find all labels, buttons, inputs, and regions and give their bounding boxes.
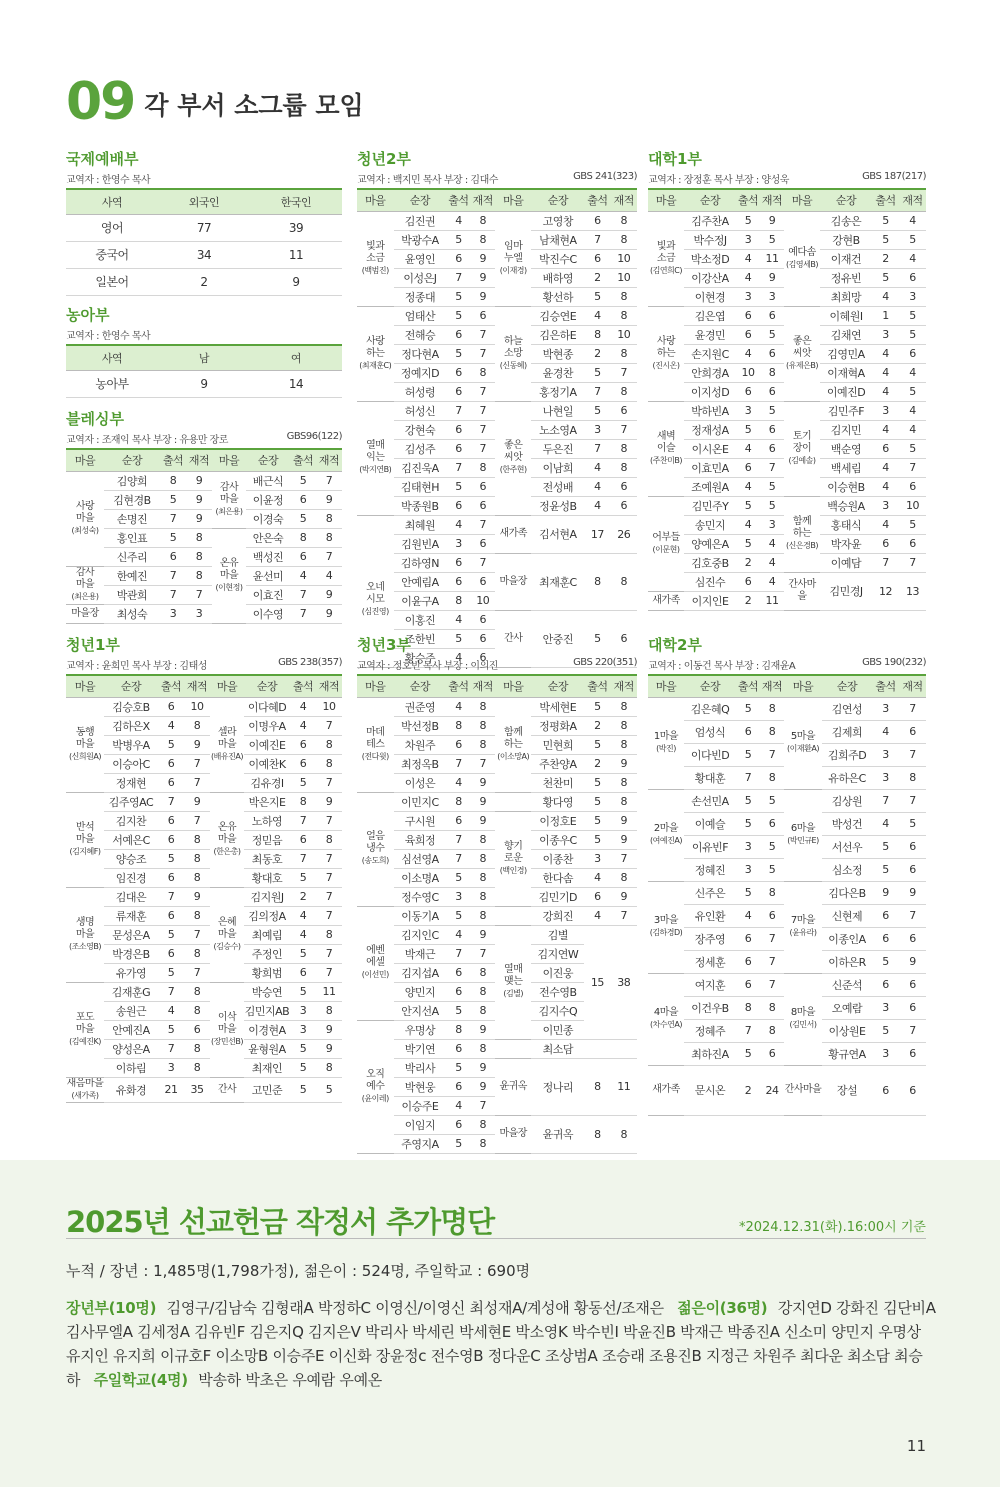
youth-names: 강지연D 강화진 김단비A 김사무엘A 김세정A 김유빈F 김은지Q 김지은V 박리사 박세린 박세현E 박소영K 박수빈I 박윤진B 박재근 박종진A 신소미 양민지 우명상 유지인 유지희 이규호F 이소망B 이승주E 이신화 장윤정c 전수영B 정다운C 조상범A 조승래 조용진B 지정근 차원주 최다운 최소담 최승하 [66,1299,936,1389]
block-subtitle: 교역자 : 정호빈 목사 부장 : 이의진 GBS 220(351) [357,657,637,676]
table-row: 영어 77 39 [66,214,342,241]
block-subtitle: 교역자 : 윤희민 목사 부장 : 김태성 GBS 238(357) [66,657,342,676]
block-title: 국제예배부 [66,150,139,168]
divider [66,1238,926,1239]
section-header [66,72,364,132]
adult-names: 김영구/김남숙 김형래A 박정하C 이영신/이영신 최성재A/계성애 황동선/조재은 [166,1299,664,1317]
footer-name-list [66,1296,936,1392]
child-label: 주일학교(4명) [93,1371,188,1389]
univ1-table: 마을 순장 출석 재적 마을 순장 출석 재적 빛과 소금 (김연희C) 김주찬A 5 9 예다솜 (김영세B) 김송은 5 4 박수정J 3 5 강현B 5 5 박소정D 4 11 이재건 2 4 이강산A 4 9 정유빈 5 6 이현경 3 3 최희망 4 3 사랑 하는 (진시온) 김은엽 6 6 좋은 씨앗 (유제은B) 이혜원I 1 5 윤경민 6 5 김채연 3 5 손지원C 4 6 김영민A 4 6 안희경A 10 8 이재혁A 4 4 이지성D 6 6 이예진D 4 5 새벽 이슬 (주찬미B) 박하빈A 3 5 토기 장이 (김예솔) 김민주F 3 4 정재성A 5 6 김지민 4 4 이시온E 4 6 백순영 6 5 이효민A 6 7 백세림 4 7 조예원A 4 5 이승현B 4 6 어부들 (이문현) 김민주Y 5 5 함께 하는 (신은경B) 백승원A 3 10 송민지 4 3 홍태식 4 5 양예은A 5 4 박자윤 6 6 김호중B 2 4 이예담 7 7 심진수 6 4 간사마을 김민경J 12 13 새가족 이지인E 2 11 [648,190,926,611]
mission-offering-section [0,1160,1000,1487]
table-row: 중국어 34 11 [66,241,342,268]
univ1-block [648,150,926,611]
intl-table: 사역 외국인 한국인 영어 77 39 중국어 34 11 일본어 2 9 [66,190,342,296]
young2-table: 마을 순장 출석 재적 마을 순장 출석 재적 빛과 소금 (백범진) 김진권 4 8 임마 누엘 (이재경) 고영창 6 8 박광수A 5 8 남채현A 7 8 윤영인 6 9 박진수C 6 10 이성은J 7 9 배하영 2 10 정종대 5 9 황선하 5 8 사랑 하는 (최재훈C) 엄태산 5 6 하늘 소망 (신동혜) 김승연E 4 8 전해승 6 7 김은하E 8 10 정다현A 5 7 박현종 2 8 정예지D 6 8 윤경찬 5 7 허성령 6 7 홍정기A 7 8 열매 익는 (박지연B) 허성신 7 7 좋은 씨앗 (한주현) 나현일 5 6 강현숙 6 7 노소영A 3 7 김성주 6 7 두은진 7 8 김진욱A 7 8 이남희 4 8 김태현H 5 6 전성배 4 6 박종원B 6 6 정윤성B 4 6 최혜원 4 7 새가족 김서현A 17 26 오네 시모 (심진영) 김원빈A 3 6 김하영N 6 7 마을장 최재훈C 8 8 안예림A 6 6 이윤구A 8 10 이홍진 4 6 간사 안중진 5 6 조한빈 5 6 황승주 4 6 [357,190,637,668]
block-subtitle: 교역자 : 백지민 목사 부장 : 김대수 GBS 241(323) [357,171,637,190]
young3-block [357,636,637,1154]
univ2-table: 마을 순장 출석 재적 마을 순장 출석 재적 1마을 (박진) 김은혜Q 5 8 5마을 (이재환A) 김연성 3 7 엄성식 6 8 김제희 4 6 이다빈D 5 7 김희주D 3 7 황대훈 7 8 유하은C 3 8 2마을 (여예진A) 손선민A 5 5 6마을 (박민규E) 김상원 7 7 이예슬 5 6 박성건 4 5 이유빈F 3 5 서선우 5 6 정혜진 3 5 심소정 5 6 3마을 (김하경D) 신주은 5 8 7마을 (윤유라) 김다은B 9 9 유인환 4 6 신현제 6 7 장주영 6 7 이종인A 6 6 정세훈 6 7 이하은R 5 9 4마을 (차수연A) 여지훈 6 7 8마을 (김민서) 신준석 6 6 이건우B 8 8 오예람 3 6 정혜주 7 8 이상원E 5 7 최하진A 5 6 황규연A 3 6 새가족 문시온 2 24 간사마을 장설 6 6 [648,676,926,1116]
block-title: 청년3부 [357,636,411,654]
block-title: 농아부 [66,306,110,324]
section-number: 09 [66,72,135,132]
intl-block [66,150,342,296]
young1-table: 마을 순장 출석 재적 마을 순장 출석 재적 동행 마을 (신희원A) 김승호B 6 10 셀라 마을 (배유진A) 이다혜D 4 10 김하은X 4 8 이명우A 4 7 박병우A 5 9 이예진E 6 8 이승아C 6 7 이예찬K 6 8 정재현 6 7 김유경I 5 7 반석 마을 (김지혜F) 김주영AC 7 9 온유 마을 (한은총) 박은지E 8 9 김지찬 6 7 노하영 7 7 서예은C 6 8 정믿음 6 8 양승조 5 8 최동호 7 7 임진경 6 8 황대호 5 7 생명 마을 (조소영B) 김대은 7 9 은혜 마을 (김승수) 김지원J 2 7 류재훈 6 8 김의정A 4 7 문성은A 5 7 최예림 4 8 박경은B 6 8 주정인 5 7 유가영 5 7 황희범 6 7 포도 마을 (김예진K) 김재훈G 7 8 이삭 마을 (장민선B) 박승연 5 11 송원근 4 8 김민지AB 3 8 안예진A 5 6 이경현A 3 9 양성은A 7 8 윤형원A 5 9 이하림 3 8 최재인 5 8 새음마을 (새가족) 유화경 21 35 간사 고민준 5 5 [66,676,342,1103]
deaf-block [66,306,342,398]
footer-note: *2024.12.31(화).16:00시 기준 [738,1220,926,1235]
block-subtitle: 교역자 : 장정훈 목사 부장 : 양성욱 GBS 187(217) [648,171,926,190]
blessing-table: 마을 순장 출석 재적 마을 순장 출석 재적 사랑 마을 (최성숙) 김양희 8 9 감사 마을 (최은용) 배근식 5 7 김현경B 5 9 이윤정 6 9 손명진 7 9 이경숙 5 8 홍인표 5 8 온유 마을 (이현정) 안은숙 8 8 신주리 6 8 백성진 6 7 감사 마을 (최은용) 한예진 7 8 윤선미 4 4 박관희 7 7 이효진 7 9 마을장 최성숙 3 3 이수영 7 9 [66,450,342,624]
table-row: 일본어 2 9 [66,268,342,295]
table-row: 농아부 9 14 [66,370,342,397]
young2-block [357,150,637,668]
block-title: 블레싱부 [66,410,124,428]
young3-table: 마을 순장 출석 재적 마을 순장 출석 재적 마데 테스 (전다윗) 권준영 4 8 함께 하는 (이소망A) 박세현E 5 8 박선정B 8 8 정평화A 2 8 차원주 6 8 민현희 5 8 최정옥B 7 7 주찬양A 2 9 이성은 4 9 천찬미 5 8 얼음 냉수 (송도희) 이민지C 8 9 황다영 5 8 구시원 6 9 향기 로운 (백인경) 이정호E 5 9 육희정 7 8 이종우C 5 9 심선영A 7 8 이종찬 3 7 이소명A 5 8 한다솜 4 8 정수영C 3 8 김민기D 6 9 에벤 에셀 (이선민) 이동기A 5 8 강희진 4 7 김지인C 4 9 열매 맺는 (김별) 김별 15 38 박재근 7 7 김지연W 김지섭A 6 8 이진웅 양민지 6 8 전수영B 안지선A 5 8 김지수Q 오직 예수 (윤이레) 우명상 8 9 이민종 박기연 6 8 최소담 박리사 5 9 윤귀옥 정나리 8 11 박현웅 6 9 이승주E 4 7 이임지 6 8 마을장 윤귀옥 8 8 주영지A 5 8 [357,676,637,1154]
block-title: 청년1부 [66,636,120,654]
block-title: 대학1부 [648,150,702,168]
block-title: 대학2부 [648,636,702,654]
block-subtitle: 교역자 : 조재익 목사 부장 : 유용만 장로 GBS96(122) [66,431,342,450]
footer-summary: 누적 / 장년 : 1,485명(1,798가정), 젊은이 : 524명, 주일학교 : 690명 [66,1262,531,1280]
block-subtitle: 교역자 : 한영수 목사 [66,327,342,346]
block-subtitle: 교역자 : 한영수 목사 [66,171,342,190]
block-title: 청년2부 [357,150,411,168]
section-title: 각 부서 소그룹 모임 [144,91,364,120]
footer-title: 2025년 선교헌금 작정서 추가명단 [66,1205,495,1239]
blessing-block [66,410,342,624]
block-subtitle: 교역자 : 이동건 목사 부장 : 김재윤A GBS 190(232) [648,657,926,676]
youth-label: 젊은이(36명) [677,1299,768,1317]
adult-label: 장년부(10명) [66,1299,157,1317]
young1-block [66,636,342,1103]
child-names: 박송하 박초은 우예람 우예온 [198,1371,382,1389]
page-number: 11 [906,1437,926,1455]
deaf-table: 사역 남 여 농아부 9 14 [66,346,342,398]
univ2-block [648,636,926,1116]
